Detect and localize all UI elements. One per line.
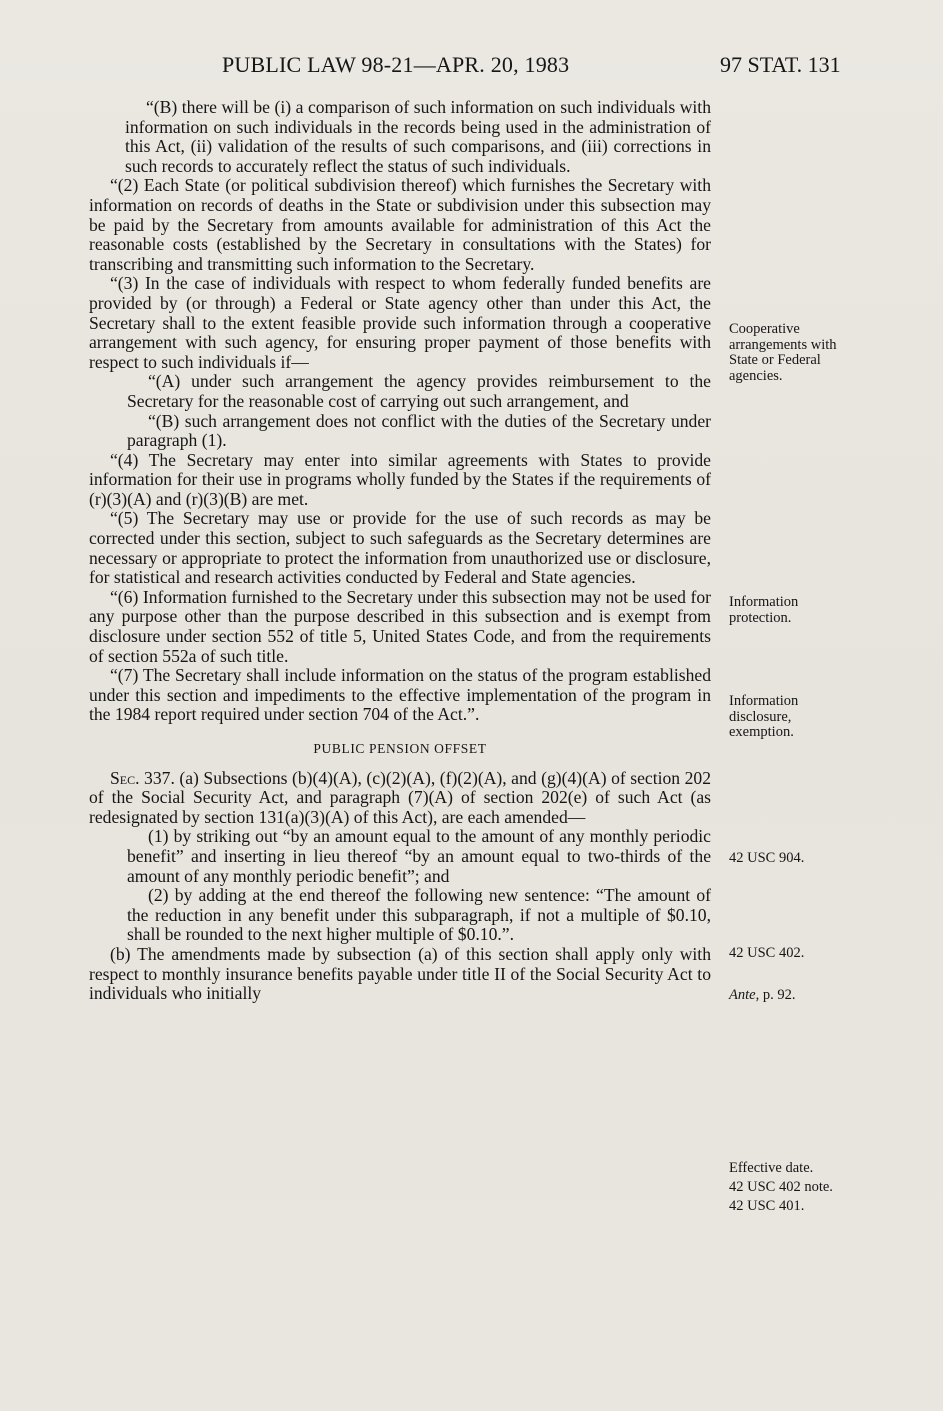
margin-note-info-disclosure: Information disclosure, exemption.: [729, 693, 799, 741]
margin-note-info-protection: Information protection.: [729, 594, 799, 626]
margin-note-usc-401: 42 USC 401.: [729, 1198, 805, 1214]
paragraph-3: “(3) In the case of individuals with respect to whom federally funded benefits are provided by (or through) a Federal or State agency other than under this Act, the Secretary shall to the extent feasible provide such information through a cooperative arrangement with such agency, for ensuring proper payment of those benefits with respect to such individuals if—: [89, 273, 711, 372]
ante-page: , p. 92.: [755, 987, 796, 1003]
section-337-a: [89, 769, 711, 828]
paragraph-4: “(4) The Secretary may enter into similar agreements with States to provide information for their use in programs wholly funded by the States if the requirements of (r)(3)(A) and (r)(3)(B) are met.: [89, 449, 711, 509]
margin-note-usc-904: 42 USC 904.: [729, 850, 805, 866]
amendment-1: (1) by striking out “by an amount equal to the amount of any monthly periodic benefit” and inserting in lieu thereof “by an amount equal to two-thirds of the amount of any monthly periodic benefit”; and: [127, 826, 711, 886]
ante-label: Ante: [729, 987, 756, 1003]
margin-note-usc-402-note: 42 USC 402 note.: [729, 1179, 833, 1195]
margin-note-ante: [729, 988, 849, 1004]
paragraph-3-a: “(A) under such arrangement the agency provides reimbursement to the Secretary for the reasonable cost of carrying out such arrangement, and: [127, 371, 711, 411]
page-number: 97 STAT. 131: [720, 52, 841, 77]
amendment-2: (2) by adding at the end thereof the following new sentence: “The amount of the reduction in any benefit under this subparagraph, if not a multiple of $0.10, shall be rounded to the next higher multiple of $0.10.”.: [127, 885, 711, 945]
section-label: Sec.: [110, 767, 140, 788]
paragraph-6: “(6) Information furnished to the Secretary under this subsection may not be used for any purpose other than the purpose described in this subsection and is exempt from disclosure under section 552 of title 5, United States Code, and from the requirements of section 552a of such title.: [89, 586, 711, 666]
section-heading: PUBLIC PENSION OFFSET: [313, 741, 487, 756]
paragraph-1-b: “(B) there will be (i) a comparison of such information on such individuals with information on such individuals in the records being used in the administration of this Act, (ii) validation of the results of such comparisons, and (iii) corrections in such records to accurately reflect the status of such individuals.: [125, 97, 711, 176]
margin-note-usc-402: 42 USC 402.: [729, 945, 805, 961]
paragraph-7: “(7) The Secretary shall include information on the status of the program established under this section and impediments to the effective implementation of the program in the 1984 report required under section 704 of the Act.”.: [89, 665, 711, 725]
running-header-title: PUBLIC LAW 98-21—APR. 20, 1983: [222, 52, 570, 77]
paragraph-5: “(5) The Secretary may use or provide for the use of such records as may be corrected under this section, subject to such safeguards as the Secretary determines are necessary or appropriate to protect the information from unauthorized use or disclosure, for statistical and research activities conducted by Federal and State agencies.: [89, 508, 711, 588]
section-337-a-text: 337. (a) Subsections (b)(4)(A), (c)(2)(A), (f)(2)(A), and (g)(4)(A) of section 202 of the Social Security Act, and paragraph (7)(A) of section 202(e) of such Act (as redesignated by section 131(a)(3)(A) of this Act), are each amended—: [89, 767, 711, 827]
margin-note-effective-date: Effective date.: [729, 1160, 814, 1176]
paragraph-3-b: “(B) such arrangement does not conflict with the duties of the Secretary under paragraph (1).: [127, 410, 711, 451]
body-text: [89, 98, 711, 1004]
paragraph-2: “(2) Each State (or political subdivision thereof) which furnishes the Secretary with information on records of deaths in the State or subdivision under this subsection may be paid by the Secretary from amounts available for administration of this Act the reasonable costs (established by the Secretary in consultations with the States) for transcribing and transmitting such information to the Secretary.: [89, 175, 711, 274]
section-337-b: (b) The amendments made by subsection (a) of this section shall apply only with respect to monthly insurance benefits payable under title II of the Social Security Act to individuals who initially: [89, 943, 711, 1004]
margin-note-cooperative: Cooperative arrangements with State or Federal agencies.: [729, 321, 837, 384]
